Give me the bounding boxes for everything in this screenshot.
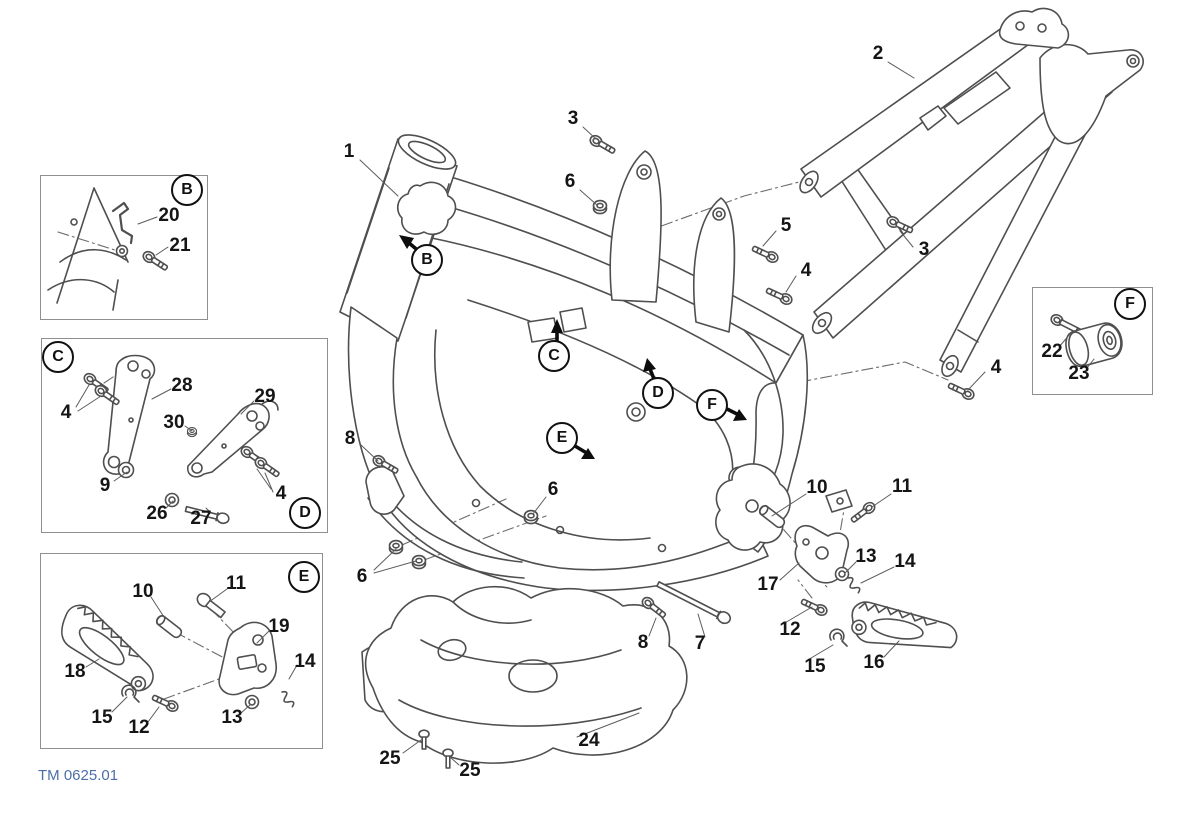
part-number-callout: 6 <box>564 171 576 192</box>
part-number-callout: 14 <box>294 651 316 672</box>
footrest-right-drawing <box>795 526 960 658</box>
part-number-callout: 24 <box>578 730 600 751</box>
part-number-callout: 28 <box>171 375 193 396</box>
part-number-callout: 16 <box>863 652 885 673</box>
detail-letter-marker: E <box>288 561 320 593</box>
inset-b-drawing <box>48 188 169 310</box>
part-number-callout: 4 <box>800 260 812 281</box>
part-number-callout: 12 <box>128 717 150 738</box>
part-number-callout: 4 <box>60 402 72 423</box>
part-number-callout: 29 <box>254 386 276 407</box>
detail-letter-marker: B <box>411 244 443 276</box>
part-number-callout: 25 <box>379 748 401 769</box>
part-number-callout: 11 <box>891 476 913 497</box>
part-number-callout: 23 <box>1068 363 1090 384</box>
inset-e-drawing <box>52 591 296 713</box>
skid-plate-drawing <box>362 587 687 763</box>
part-number-callout: 13 <box>855 546 877 567</box>
part-number-callout: 19 <box>268 616 290 637</box>
part-number-callout: 25 <box>459 760 481 781</box>
detail-letter-marker: B <box>171 174 203 206</box>
part-number-callout: 8 <box>344 428 356 449</box>
part-number-callout: 10 <box>132 581 154 602</box>
detail-letter-marker: D <box>289 497 321 529</box>
part-number-callout: 26 <box>146 503 168 524</box>
part-number-callout: 6 <box>547 479 559 500</box>
subframe-drawing <box>796 8 1143 379</box>
part-number-callout: 18 <box>64 661 86 682</box>
part-number-callout: 2 <box>872 43 884 64</box>
part-number-callout: 4 <box>275 483 287 504</box>
part-number-callout: 5 <box>780 215 792 236</box>
part-number-callout: 21 <box>169 235 191 256</box>
detail-letter-marker: D <box>642 377 674 409</box>
part-number-callout: 4 <box>990 357 1002 378</box>
part-number-callout: 22 <box>1041 341 1063 362</box>
part-number-callout: 8 <box>637 632 649 653</box>
detail-letter-marker: F <box>1114 288 1146 320</box>
part-number-callout: 3 <box>918 239 930 260</box>
part-number-callout: 15 <box>91 707 113 728</box>
part-number-callout: 3 <box>567 108 579 129</box>
part-number-callout: 15 <box>804 656 826 677</box>
part-number-callout: 17 <box>757 574 779 595</box>
part-number-callout: 14 <box>894 551 916 572</box>
document-code: TM 0625.01 <box>38 767 119 784</box>
detail-letter-marker: E <box>546 422 578 454</box>
part-number-callout: 1 <box>343 141 355 162</box>
part-number-callout: 27 <box>190 508 212 529</box>
part-number-callout: 13 <box>221 707 243 728</box>
detail-letter-marker: F <box>696 389 728 421</box>
part-number-callout: 6 <box>356 566 368 587</box>
part-number-callout: 10 <box>806 477 828 498</box>
part-number-callout: 7 <box>694 633 706 654</box>
detail-letter-marker: C <box>538 340 570 372</box>
part-number-callout: 20 <box>158 205 180 226</box>
part-number-callout: 30 <box>163 412 185 433</box>
part-number-callout: 12 <box>779 619 801 640</box>
part-number-callout: 11 <box>225 573 247 594</box>
detail-letter-marker: C <box>42 341 74 373</box>
part-number-callout: 9 <box>99 475 111 496</box>
